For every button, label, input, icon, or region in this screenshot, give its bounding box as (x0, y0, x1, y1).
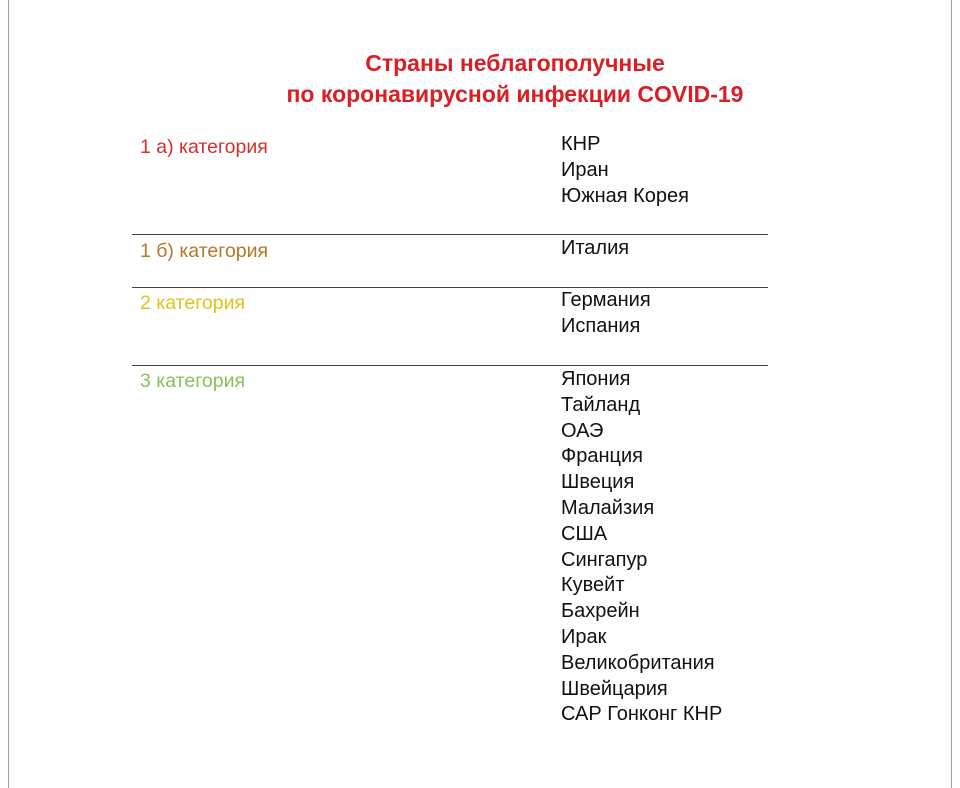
country-item: Кувейт (561, 574, 625, 597)
section-divider (132, 365, 768, 366)
country-list-1b (561, 236, 629, 262)
country-item: Швейцария (561, 677, 668, 700)
country-item: Швеция (561, 471, 635, 494)
country-item: Германия (561, 289, 651, 311)
country-list-2 (561, 288, 651, 340)
category-label-1a: 1 а) категория (140, 136, 268, 158)
country-item: Бахрейн (561, 600, 640, 623)
category-label-2: 2 категория (140, 292, 246, 314)
country-item: Ирак (561, 625, 607, 648)
category-label-1b: 1 б) категория (140, 240, 269, 262)
country-item: Италия (561, 237, 630, 259)
category-label-3: 3 категория (140, 370, 246, 392)
country-item: Южная Корея (561, 184, 689, 207)
country-item: ОАЭ (561, 419, 604, 442)
title-line-2: по коронавирусной инфекции COVID-19 (286, 81, 744, 107)
country-item: Япония (561, 368, 631, 390)
page-edge-right (951, 0, 952, 788)
country-item: Малайзия (561, 496, 655, 519)
country-item: Франция (561, 445, 643, 468)
country-list-1a (561, 132, 689, 209)
country-item: Испания (561, 314, 641, 337)
country-item: Тайланд (561, 393, 641, 416)
document-title (0, 48, 960, 110)
country-item: КНР (561, 133, 601, 155)
country-item: САР Гонконг КНР (561, 703, 723, 726)
country-list-3 (561, 367, 722, 728)
country-item: Иран (561, 158, 609, 181)
country-item: Великобритания (561, 651, 715, 674)
section-divider (132, 234, 768, 235)
country-item: США (561, 522, 608, 545)
title-line-1: Страны неблагополучные (365, 50, 665, 76)
page-edge-left (8, 0, 9, 788)
section-divider (132, 287, 768, 288)
country-item: Сингапур (561, 548, 648, 571)
